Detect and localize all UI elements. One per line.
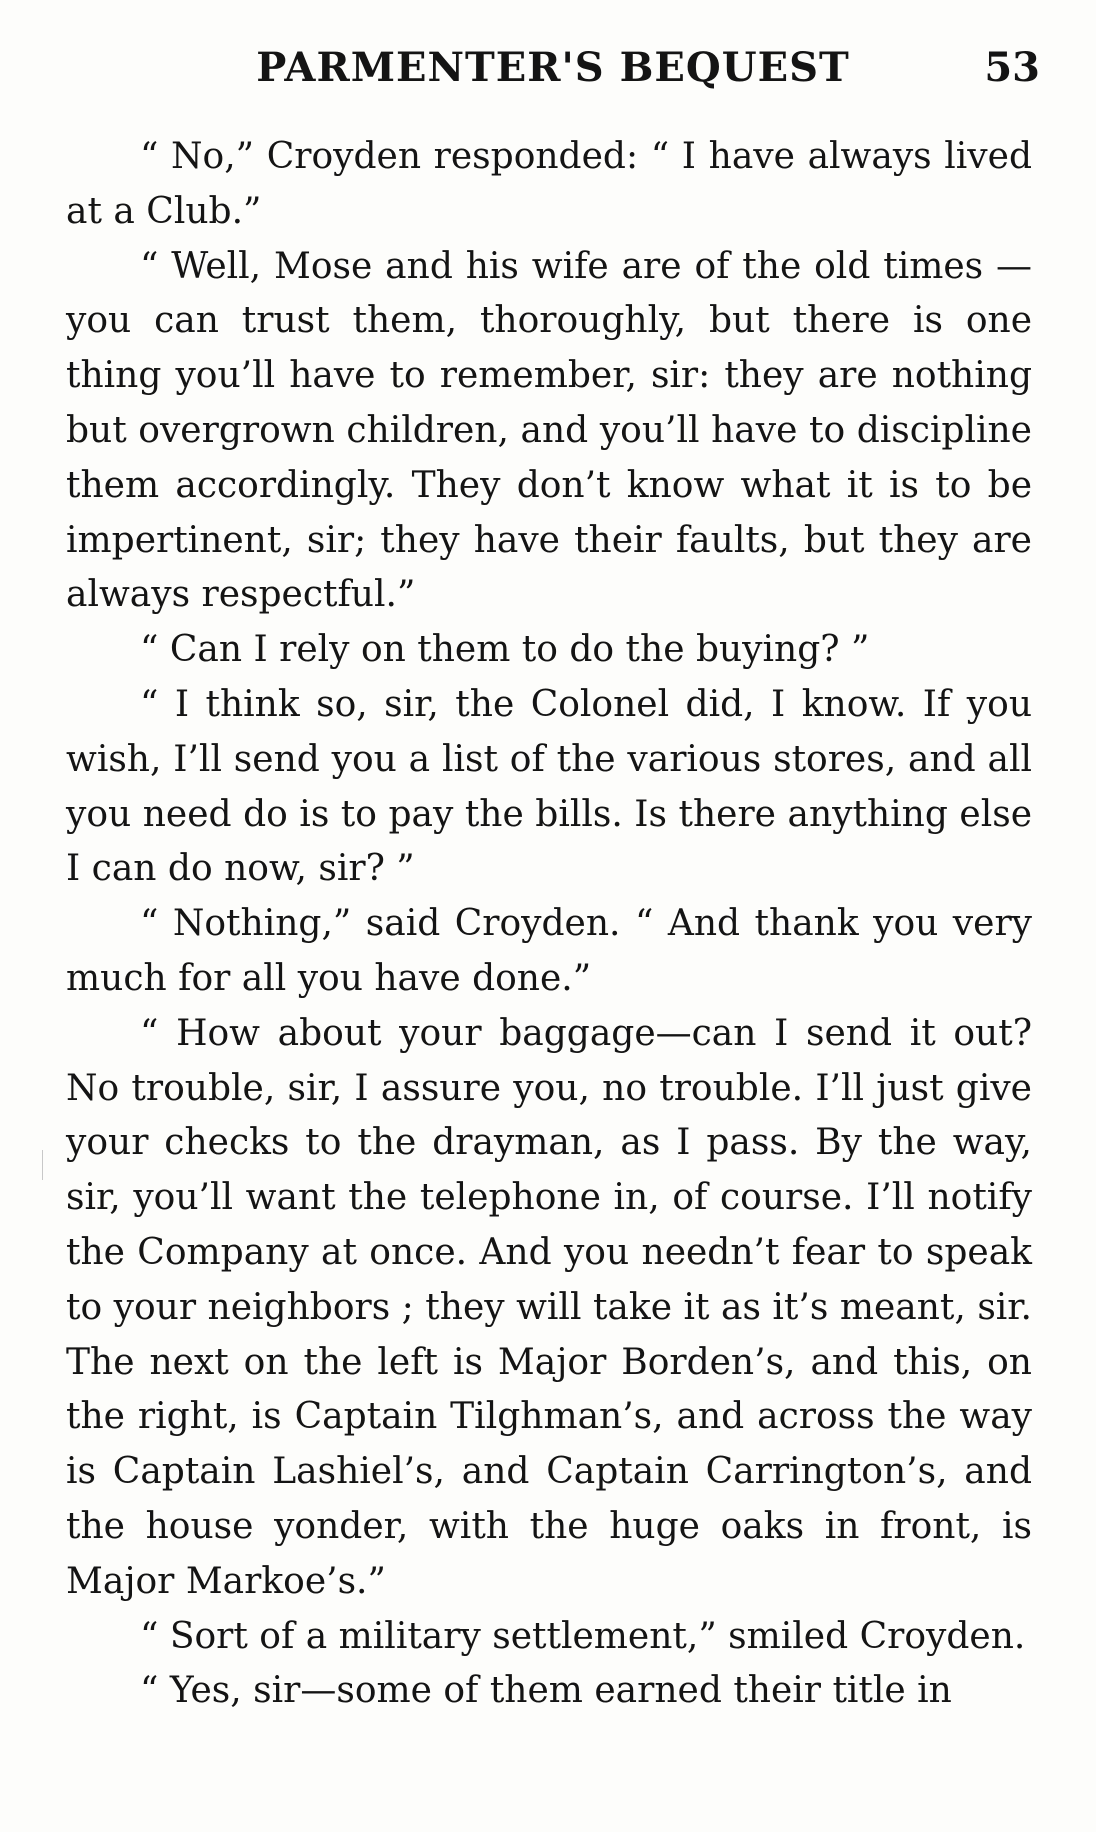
paragraph: “ How about your baggage—can I send it out? No trouble, sir, I assure you, no trouble. I’ll just give your checks to the drayman, as I pass. By the way, sir, you’ll want the telephone in, of course. I’ll notify the Company at once. And you needn’t fear to speak to your neighbors ; they will take it as it’s meant, sir. The next on the left is Major Borden’s, and this, on the right, is Captain Tilghman’s, and across the way is Captain Lashiel’s, and Captain Carrington’s, and the house yonder, with the huge oaks in front, is Major Markoe’s.”: [66, 1012, 1032, 1602]
page-edge-mark: [42, 1150, 43, 1180]
paragraph: “ Well, Mose and his wife are of the old times —you can trust them, thoroughly, but there is one thing you’ll have to remember, sir: they are nothing but overgrown children, and you’ll have to discipline them accordingly. They don’t know what it is to be impertinent, sir; they have their faults, but they are always respectful.”: [66, 245, 1032, 616]
paragraph: “ Can I rely on them to do the buying? ”: [140, 629, 870, 671]
paragraph: “ Yes, sir—some of them earned their title in: [140, 1670, 952, 1712]
page-header: [66, 40, 1040, 96]
paragraph: “ I think so, sir, the Colonel did, I know. If you wish, I’ll send you a list of the various stores, and all you need do is to pay the bills. Is there anything else I can do now, sir? ”: [66, 683, 1032, 890]
running-title: PARMENTER'S BEQUEST: [256, 44, 850, 91]
body-text: [66, 130, 1032, 1719]
paragraph: “ Nothing,” said Croyden. “ And thank you very much for all you have done.”: [66, 903, 1032, 999]
paragraph: “ Sort of a military settlement,” smiled Croyden.: [140, 1615, 1026, 1657]
page-number: 53: [984, 44, 1040, 91]
paragraph: “ No,” Croyden responded: “ I have always lived at a Club.”: [66, 136, 1032, 232]
